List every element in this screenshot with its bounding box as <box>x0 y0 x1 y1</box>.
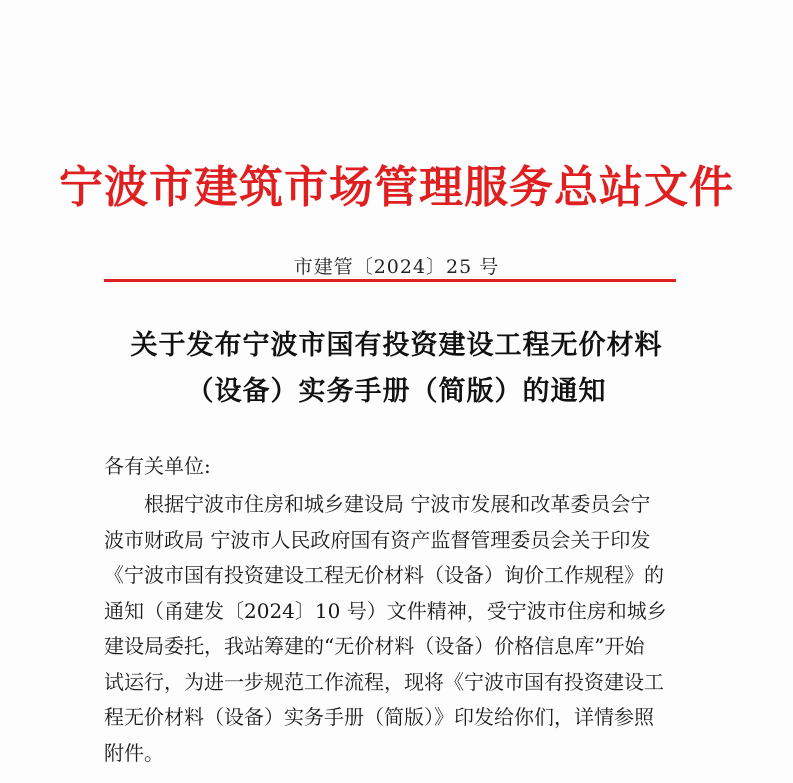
body-line: 《宁波市国有投资建设工程无价材料（设备）询价工作规程》的 <box>104 563 664 587</box>
issuer-header-title: 宁波市建筑市场管理服务总站文件 <box>59 162 734 213</box>
body-line: 试运行，为进一步规范工作流程，现将《宁波市国有投资建设工 <box>104 669 664 694</box>
body-line: 通知（甬建发〔2024〕10 号）文件精神，受宁波市住房和城乡 <box>104 598 667 623</box>
body-line: 波市财政局 宁波市人民政府国有资产监督管理委员会关于印发 <box>104 527 651 552</box>
notice-title-line-2: （设备）实务手册（简版）的通知 <box>186 376 607 407</box>
document-number: 市建管〔2024〕25 号 <box>293 256 500 278</box>
body-line: 程无价材料（设备）实务手册（简版）》印发给你们，详情参照 <box>104 705 654 729</box>
body-line: 根据宁波市住房和城乡建设局 宁波市发展和改革委员会宁 <box>144 492 651 516</box>
body-line: 建设局委托，我站筹建的“无价材料（设备）价格信息库”开始 <box>104 634 645 658</box>
body-line: 附件。 <box>104 740 164 765</box>
notice-title-line-1: 关于发布宁波市国有投资建设工程无价材料 <box>130 330 663 361</box>
body-paragraph <box>104 487 684 771</box>
red-divider-line <box>104 279 676 282</box>
salutation: 各有关单位: <box>104 454 211 478</box>
